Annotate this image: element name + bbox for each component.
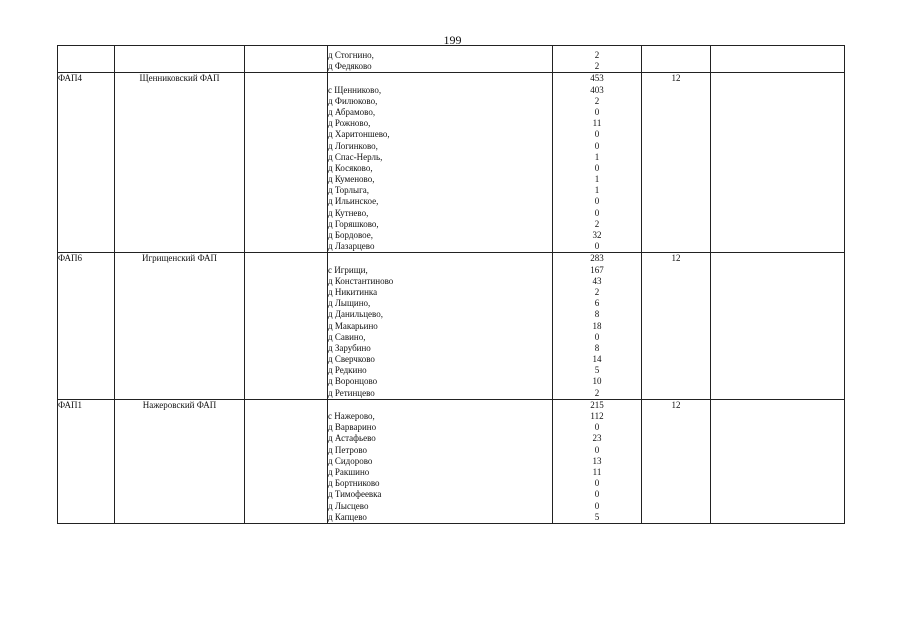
- village-name: д Ильинское,: [328, 196, 379, 207]
- empty-cell: [711, 46, 845, 73]
- population-count: 0: [594, 106, 600, 117]
- population-cell: [553, 399, 642, 523]
- population-count: 11: [592, 118, 602, 129]
- village-name: д Данильцево,: [328, 309, 383, 320]
- population-count: 8: [594, 309, 600, 320]
- village-name: д Абрамово,: [328, 106, 376, 117]
- staff-cell: 12: [642, 73, 711, 253]
- population-count: 2: [594, 218, 600, 229]
- fap-name-cell: Нажеровский ФАП: [115, 399, 245, 523]
- village-name: д Кутнево,: [328, 207, 369, 218]
- village-name: д Федяково: [328, 61, 372, 72]
- spacer-line: [328, 400, 552, 411]
- table-row: [58, 253, 845, 399]
- population-count: 1: [594, 151, 600, 162]
- population-count: 2: [594, 61, 600, 72]
- village-name: с Щенниково,: [328, 84, 382, 95]
- population-count: 0: [594, 444, 600, 455]
- population-count: 11: [592, 466, 602, 477]
- village-name: д Спас-Нерль,: [328, 151, 383, 162]
- population-count: 43: [592, 275, 602, 286]
- population-count: 0: [594, 196, 600, 207]
- village-name: д Редкино: [328, 365, 367, 376]
- population-count: 2: [594, 286, 600, 297]
- empty-cell: [245, 46, 328, 73]
- village-name: д Сверчково: [328, 354, 375, 365]
- empty-cell: [245, 253, 328, 399]
- village-name: д Зарубино: [328, 342, 371, 353]
- staff-cell: 12: [642, 253, 711, 399]
- fap-name-cell: Щенниковский ФАП: [115, 73, 245, 253]
- villages-cell: [328, 253, 553, 399]
- empty-cell: [711, 253, 845, 399]
- village-name: д Лысцево: [328, 500, 369, 511]
- fap-name-cell: Игрищенский ФАП: [115, 253, 245, 399]
- population-count: 8: [594, 342, 600, 353]
- population-count: 18: [592, 320, 602, 331]
- village-name: д Сидорово: [328, 455, 373, 466]
- population-count: 2: [594, 50, 600, 60]
- population-total: 283: [590, 253, 604, 264]
- village-name: д Никитинка: [328, 286, 378, 297]
- population-count: 1: [594, 174, 600, 185]
- empty-cell: [245, 399, 328, 523]
- village-name: д Бордовое,: [328, 230, 373, 240]
- village-name: д Воронцово: [328, 376, 378, 387]
- population-count: 10: [592, 376, 602, 387]
- population-count: 2: [594, 95, 600, 106]
- empty-cell: [711, 73, 845, 253]
- fap-code-cell: [58, 46, 115, 73]
- village-name: с Игрищи,: [328, 264, 368, 275]
- village-name: д Макарьино: [328, 320, 378, 331]
- population-cell: [553, 253, 642, 399]
- villages-cell: [328, 46, 553, 73]
- population-count: 13: [592, 455, 602, 466]
- staff-cell: [642, 46, 711, 73]
- page-number: 199: [443, 33, 462, 47]
- population-count: 0: [594, 129, 600, 140]
- village-name: д Варварино: [328, 422, 377, 433]
- villages-cell: [328, 399, 553, 523]
- population-count: 1: [594, 185, 600, 196]
- population-count: 0: [594, 489, 600, 500]
- village-name: д Логинково,: [328, 140, 378, 151]
- population-count: 0: [594, 478, 600, 489]
- village-name: д Лыщино,: [328, 298, 371, 309]
- population-count: 112: [590, 411, 604, 421]
- population-count: 14: [592, 354, 602, 365]
- village-name: д Константиново: [328, 275, 394, 286]
- village-name: д Стогнино,: [328, 50, 374, 60]
- population-total: 215: [590, 399, 604, 410]
- population-count: 2: [594, 387, 600, 398]
- population-count: 167: [590, 264, 604, 275]
- population-count: 0: [594, 207, 600, 218]
- population-count: 5: [594, 365, 600, 376]
- fap-code-cell: ФАП4: [58, 73, 115, 253]
- village-name: д Савино,: [328, 331, 366, 342]
- villages-cell: [328, 73, 553, 253]
- population-count: 0: [594, 331, 600, 342]
- population-count: 5: [594, 511, 600, 522]
- population-count: 0: [594, 500, 600, 511]
- village-name: д Торлыга,: [328, 185, 370, 196]
- table-row: [58, 399, 845, 523]
- village-name: д Лазарцево: [328, 241, 375, 252]
- empty-cell: [245, 73, 328, 253]
- staff-cell: 12: [642, 399, 711, 523]
- village-name: д Ракшино: [328, 466, 370, 477]
- village-name: д Косяково,: [328, 162, 373, 173]
- population-count: 0: [594, 140, 600, 151]
- village-name: д Горяшково,: [328, 218, 379, 229]
- village-name: д Харитоншево,: [328, 129, 390, 140]
- fap-name-cell: [115, 46, 245, 73]
- empty-cell: [711, 399, 845, 523]
- village-name: с Нажерово,: [328, 411, 375, 421]
- table-row: [58, 73, 845, 253]
- population-cell: [553, 73, 642, 253]
- village-name: д Бортниково: [328, 478, 380, 489]
- village-name: д Астафьево: [328, 433, 376, 444]
- population-count: 32: [592, 230, 602, 240]
- village-name: д Филюково,: [328, 95, 378, 106]
- fap-code-cell: ФАП6: [58, 253, 115, 399]
- population-count: 403: [590, 84, 604, 95]
- fap-code-cell: ФАП1: [58, 399, 115, 523]
- table-row: [58, 46, 845, 73]
- population-count: 0: [594, 162, 600, 173]
- spacer-line: [328, 253, 552, 264]
- population-count: 0: [594, 241, 600, 252]
- village-name: д Куменово,: [328, 174, 375, 185]
- population-cell: [553, 46, 642, 73]
- village-name: д Капцево: [328, 511, 367, 522]
- population-count: 6: [594, 298, 600, 309]
- population-count: 0: [594, 422, 600, 433]
- village-name: д Рожново,: [328, 118, 371, 129]
- spacer-line: [328, 73, 552, 84]
- village-name: д Тимофеевка: [328, 489, 382, 500]
- fap-table: [57, 45, 845, 524]
- village-name: д Ретинцево: [328, 387, 375, 398]
- population-total: 453: [590, 73, 604, 84]
- village-name: д Петрово: [328, 444, 368, 455]
- population-count: 23: [592, 433, 602, 444]
